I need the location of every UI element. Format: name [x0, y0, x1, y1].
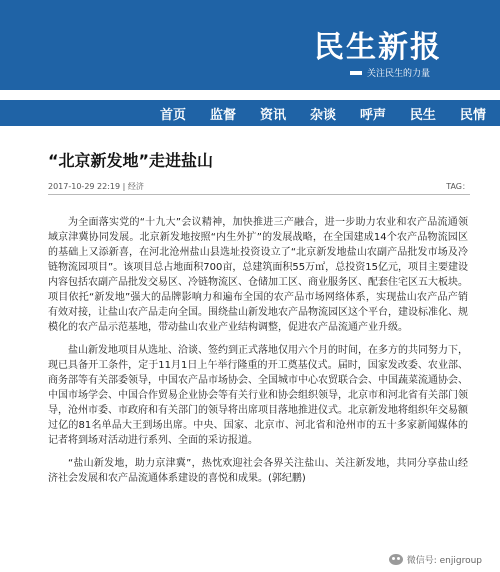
wechat-watermark: [389, 553, 482, 566]
nav-item-home[interactable]: 首页: [160, 107, 187, 123]
nav-item-essays[interactable]: 杂谈: [309, 107, 336, 123]
article-paragraph: “盐山新发地，助力京津冀”，热忱欢迎社会各界关注盐山、关注新发地，共同分享盐山经济社会发展和农产品流通体系建设的喜悦和成果。(郭纪鹏): [48, 458, 468, 484]
slogan-block: [350, 66, 430, 79]
nav-item-voices[interactable]: 呼声: [359, 107, 386, 123]
main-nav: [0, 100, 500, 126]
article-body: [48, 215, 468, 494]
article-title: “北京新发地”走进盐山: [48, 151, 214, 170]
nav-item-livelihood[interactable]: 民生: [409, 107, 436, 123]
site-logo-title[interactable]: 民生新报: [314, 30, 442, 65]
site-slogan: 关注民生的力量: [366, 69, 430, 79]
title-divider: [48, 194, 470, 195]
nav-item-news[interactable]: 资讯: [259, 107, 286, 123]
site-header: [0, 0, 500, 90]
article-paragraph: 盐山新发地项目从选址、洽谈、签约到正式落地仅用六个月的时间，在多方的共同努力下，现已具备开工条件，定于11月1日上午举行隆重的开工奠基仪式。届时，国家发改委、农业部、商务部等有关部委领导，中国农产品市场协会、全国城市中心农贸联合会、中国蔬菜流通协会、中国市场学会、中国合作贸易企业协会等有关行业和协会组织领导，北京市和河北省有关部门领导，沧州市委、市政府和有关部门的领导将出席项目落地推进仪式。北京新发地将组织年交易额过亿的81名单品大王到场出席。中央、国家、北京市、河北省和沧州市的五十多家新闻媒体的记者将到场对活动进行系列、全面的采访报道。: [48, 345, 468, 446]
article-paragraph: 为全面落实党的“十九大”会议精神，加快推进三产融合，进一步助力农业和农产品流通领域京津冀协同发展。北京新发地按照“内生外扩”的发展战略，在全国建成14个农产品物流园区的基础上又添新喜，在河北沧州盐山县选址投资设立了“北京新发地盐山农副产品批发市场及冷链物流园项目”。该项目总占地面积700亩，总建筑面积55万㎡，总投资15亿元，项目主要建设内容包括农副产品批发交易区、冷链物流区、仓储加工区、商业服务区、配套住宅区五大板块。项目依托“新发地”强大的品牌影响力和遍布全国的农产品市场网络体系，实现盐山农产品产销有效对接，让盐山农产品走向全国。围绕盐山新发地农产品物流园区这个平台，建设标准化、规模化的农产品示范基地，带动盐山农业产业结构调整，促进农产品流通产业升级。: [48, 217, 468, 333]
nav-item-supervision[interactable]: 监督: [209, 107, 236, 123]
slogan-bar-decoration: [350, 71, 362, 75]
nav-item-public-sentiment[interactable]: 民情: [459, 107, 486, 123]
article-meta: 2017-10-29 22:19 | 经济: [48, 182, 144, 191]
wechat-id-text: 微信号: enjigroup: [406, 556, 482, 566]
wechat-icon: [389, 554, 403, 565]
article-tag: TAG：: [446, 182, 470, 191]
